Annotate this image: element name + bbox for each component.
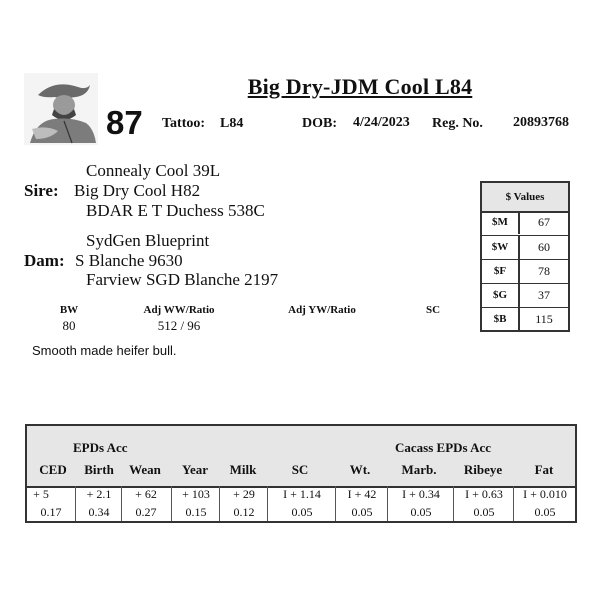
perf-header-adj-ww: Adj WW/Ratio <box>143 304 215 316</box>
perf-value-bw: 80 <box>62 318 76 333</box>
perf-header-bw: BW <box>59 304 79 316</box>
acc-value-wt: 0.05 <box>351 505 373 519</box>
dollar-value: 78 <box>538 264 550 278</box>
acc-value-ribeye: 0.05 <box>473 505 495 519</box>
dollar-key: $B <box>482 308 520 331</box>
dam-label: Dam: <box>24 251 65 270</box>
epd-col-ced: CED <box>39 462 67 477</box>
sire-sire: Connealy Cool 39L <box>86 161 221 180</box>
epd-value-year: + 103 <box>182 487 210 501</box>
reg-no-label: Reg. No. <box>432 116 483 131</box>
epd-col-marb: Marb. <box>401 462 437 477</box>
acc-value-marb: 0.05 <box>410 505 432 519</box>
acc-value-ced: 0.17 <box>40 505 62 519</box>
acc-value-wean: 0.27 <box>135 505 157 519</box>
dam-dam: Farview SGD Blanche 2197 <box>86 270 279 289</box>
sire-name: Big Dry Cool H82 <box>74 181 201 200</box>
sire-dam: BDAR E T Duchess 538C <box>86 201 265 220</box>
epd-value-milk: + 29 <box>233 487 255 501</box>
epd-col-ribeye: Ribeye <box>463 462 503 477</box>
dollar-row-g <box>482 283 568 307</box>
dollar-value: 60 <box>538 240 550 254</box>
tattoo-label: Tattoo: <box>162 116 206 131</box>
dam-name: S Blanche 9630 <box>75 251 183 270</box>
dollar-value: 115 <box>535 312 553 326</box>
animal-note: Smooth made heifer bull. <box>32 343 177 358</box>
dollar-row-m <box>482 211 568 234</box>
dollar-value: 37 <box>538 288 550 302</box>
acc-value-milk: 0.12 <box>233 505 255 519</box>
tattoo-value: L84 <box>220 116 244 131</box>
acc-value-birth: 0.34 <box>88 505 110 519</box>
dam-sire: SydGen Blueprint <box>86 231 210 250</box>
dollar-value: 67 <box>538 215 550 229</box>
epd-col-wt: Wt. <box>349 462 371 477</box>
dollar-row-w <box>482 235 568 259</box>
epd-col-birth: Birth <box>84 462 114 477</box>
epd-value-marb: I + 0.34 <box>402 487 440 501</box>
acc-value-year: 0.15 <box>185 505 207 519</box>
epd-col-sc: SC <box>291 462 309 477</box>
epd-table-header <box>27 426 575 488</box>
dollar-values-title: $ Values <box>482 183 568 213</box>
perf-value-adj-ww: 512 / 96 <box>157 318 201 333</box>
dollar-row-b <box>482 307 568 331</box>
epd-value-sc: I + 1.14 <box>283 487 321 501</box>
dollar-key: $W <box>482 236 520 259</box>
epd-value-fat: I + 0.010 <box>523 487 567 501</box>
lot-number: 87 <box>106 104 143 141</box>
epd-col-wean: Wean <box>129 462 161 477</box>
epd-value-wean: + 62 <box>135 487 157 501</box>
dollar-key: $M <box>482 211 520 234</box>
animal-name-title: Big Dry-JDM Cool L84 <box>247 74 473 99</box>
epd-col-year: Year <box>182 462 208 477</box>
carcass-epd-group-label: Cacass EPDs Acc <box>395 440 492 455</box>
dollar-key: $F <box>482 260 520 283</box>
reg-no-value: 20893768 <box>513 115 569 130</box>
dollar-key: $G <box>482 284 520 307</box>
dollar-row-f <box>482 259 568 283</box>
acc-value-sc: 0.05 <box>291 505 313 519</box>
sire-label: Sire: <box>24 181 59 200</box>
acc-value-fat: 0.05 <box>534 505 556 519</box>
dob-label: DOB: <box>302 116 337 131</box>
dob-value: 4/24/2023 <box>353 115 410 130</box>
epd-table <box>25 424 577 523</box>
dollar-values-table <box>480 181 570 332</box>
epd-value-wt: I + 42 <box>347 487 377 501</box>
epd-col-fat: Fat <box>534 462 554 477</box>
perf-header-sc: SC <box>425 304 441 316</box>
epd-value-birth: + 2.1 <box>86 487 112 501</box>
epd-value-ribeye: I + 0.63 <box>465 487 503 501</box>
epd-value-ced: + 5 <box>33 487 49 501</box>
epd-group-label: EPDs Acc <box>73 440 128 455</box>
epd-col-milk: Milk <box>229 462 257 477</box>
perf-header-adj-yw: Adj YW/Ratio <box>288 304 356 316</box>
